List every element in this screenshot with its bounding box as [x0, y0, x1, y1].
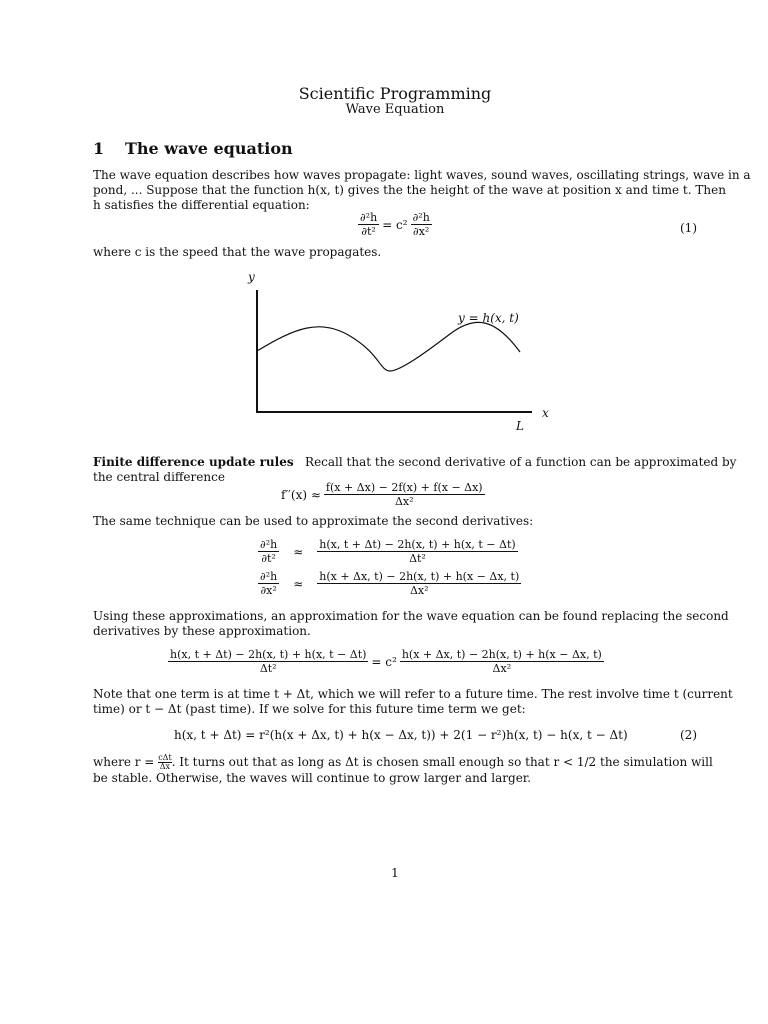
note-line: time) or t − Δt (past time). If we solve for this future time term we get: [93, 702, 526, 716]
eq1-middle: = c² [382, 217, 408, 232]
equation-1 [358, 211, 432, 238]
closing-paragraph [93, 753, 713, 786]
eqx-rhs-fraction [317, 570, 521, 597]
after-eq1-text: where c is the speed that the wave propagates. [93, 245, 382, 259]
r-fraction [158, 754, 171, 771]
using-line: Using these approximations, an approximation for the wave equation can be found replacing the second [93, 609, 729, 623]
central-difference-equation [278, 481, 485, 508]
equation-number-2: (2) [680, 728, 697, 742]
note-paragraph [93, 687, 733, 717]
closing-rest: . It turns out that as long as Δt is chosen small enough so that r < 1/2 the simulation will [171, 755, 713, 769]
approx-equation-x [258, 570, 521, 597]
intro-line: pond, ... Suppose that the function h(x, t) gives the the height of the wave at position x and time t. Then [93, 183, 726, 197]
combined-lhs-num: h(x, t + Δt) − 2h(x, t) + h(x, t − Δt) [170, 648, 367, 661]
combined-lhs-fraction [168, 648, 368, 675]
eq1-rhs-num: ∂²h [412, 211, 430, 224]
closing-line-1 [93, 753, 713, 771]
wave-plot [240, 268, 560, 438]
combined-equation [168, 648, 604, 675]
central-den: Δx² [324, 494, 485, 508]
eq1-rhs-fraction [411, 211, 432, 238]
eqt-approx: ≈ [293, 544, 304, 559]
combined-rhs-fraction [400, 648, 604, 675]
eqx-approx: ≈ [293, 576, 304, 591]
eq1-lhs-num: ∂²h [360, 211, 378, 224]
eqx-num: h(x + Δx, t) − 2h(x, t) + h(x − Δx, t) [319, 570, 520, 583]
combined-lhs-den: Δt² [168, 661, 368, 675]
eq1-lhs-fraction [358, 211, 379, 238]
eqx-lhs-den: ∂x² [258, 583, 279, 597]
section-title: The wave equation [125, 139, 293, 158]
using-paragraph [93, 609, 729, 639]
approx-equation-t [258, 538, 518, 565]
central-lhs: f′′(x) ≈ [281, 487, 321, 502]
eqx-den: Δx² [317, 583, 521, 597]
closing-line-2: be stable. Otherwise, the waves will continue to grow larger and larger. [93, 771, 532, 785]
eqt-lhs-den: ∂t² [258, 551, 279, 565]
same-technique-text: The same technique can be used to approximate the second derivatives: [93, 514, 534, 528]
finite-diff-text: Recall that the second derivative of a function can be approximated by [305, 455, 737, 469]
eqt-lhs-num: ∂²h [260, 538, 278, 551]
wave-figure [240, 268, 560, 438]
eqt-lhs-fraction [258, 538, 279, 565]
intro-line: The wave equation describes how waves propagate: light waves, sound waves, oscillating strings, wave in a [93, 168, 751, 182]
note-line: Note that one term is at time t + Δt, which we will refer to a future time. The rest involve time t (current [93, 687, 733, 701]
r-den: Δx [159, 762, 171, 771]
closing-prefix: where r = [93, 755, 155, 769]
y-axis-label: y [248, 270, 255, 284]
section-number: 1 [93, 139, 105, 158]
eqt-num: h(x, t + Δt) − 2h(x, t) + h(x, t − Δt) [319, 538, 516, 551]
equation-number-1: (1) [680, 221, 697, 235]
using-line: derivatives by these approximation. [93, 624, 311, 638]
intro-paragraph [93, 168, 751, 213]
central-fraction [324, 481, 485, 508]
eqx-lhs-num: ∂²h [260, 570, 278, 583]
wave-curve [257, 322, 520, 371]
finite-diff-line [93, 455, 737, 470]
eq1-rhs-den: ∂x² [411, 224, 432, 238]
intro-line: h satisfies the differential equation: [93, 198, 310, 212]
r-num: cΔt [158, 753, 172, 762]
document-title: Scientific Programming [298, 84, 492, 103]
x-axis-label: x [542, 406, 549, 420]
finite-diff-line-2: the central difference [93, 470, 225, 484]
finite-diff-heading: Finite difference update rules [93, 455, 294, 469]
eqx-lhs-fraction [258, 570, 279, 597]
eqt-den: Δt² [317, 551, 517, 565]
combined-middle: = c² [371, 654, 397, 669]
length-label: L [516, 419, 524, 433]
central-num: f(x + Δx) − 2f(x) + f(x − Δx) [325, 481, 483, 494]
section-heading [93, 139, 293, 158]
combined-rhs-num: h(x + Δx, t) − 2h(x, t) + h(x − Δx, t) [401, 648, 602, 661]
eqt-rhs-fraction [317, 538, 517, 565]
curve-label: y = h(x, t) [458, 311, 519, 325]
eq1-lhs-den: ∂t² [358, 224, 379, 238]
page-number: 1 [391, 866, 399, 880]
equation-2: h(x, t + Δt) = r²(h(x + Δx, t) + h(x − Δx, t)) + 2(1 − r²)h(x, t) − h(x, t − Δt) [174, 728, 628, 742]
document-subtitle: Wave Equation [345, 102, 445, 117]
combined-rhs-den: Δx² [400, 661, 604, 675]
